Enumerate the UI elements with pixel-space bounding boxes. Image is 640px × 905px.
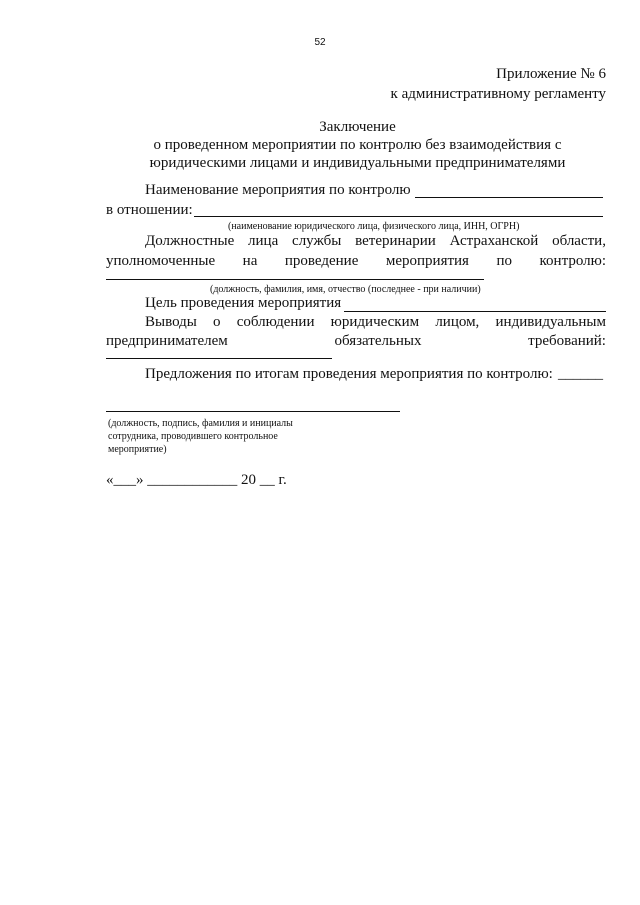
date-year-prefix: 20 [241,472,256,488]
conclusions-word: юридическим [330,314,420,330]
document-subtitle-line1: о проведенном мероприятии по контролю без взаимодействия с [153,137,562,153]
date-month-blank: ____________ [147,472,238,488]
regarding-blank [194,216,603,217]
proposals-blank: ______ [558,366,603,382]
officials-word: Астраханской [449,233,539,249]
purpose-blank [344,311,606,312]
proposals-label: Предложения по итогам проведения мероприятия по контролю: [145,366,553,382]
event-name-blank [415,197,603,198]
document-subtitle-line2: юридическими лицами и индивидуальными предпринимателями [149,155,566,171]
appendix-number: Приложение № 6 [496,66,606,82]
conclusions-word: индивидуальным [495,314,606,330]
officials-word: по [496,253,513,269]
date-close-quote: » [136,472,144,488]
appendix-reference: к административному регламенту [390,86,606,102]
date-line [106,472,287,489]
appendix-header [391,64,606,104]
signature-blank [106,411,400,412]
officials-word: Должностные [145,233,235,249]
officials-word: на [242,253,258,269]
officials-word: контролю: [539,253,606,269]
regarding-label: в отношении: [106,202,193,218]
document-title: Заключение [319,119,396,135]
conclusions-word: Выводы [145,314,197,330]
regarding-hint: (наименование юридического лица, физического лица, ИНН, ОГРН) [228,221,520,232]
date-year-suffix: г. [278,472,287,488]
conclusions-word: обязательных [334,333,422,349]
conclusions-word: о [213,314,221,330]
conclusions-line1 [145,314,606,331]
conclusions-word: предпринимателем [106,333,228,349]
conclusions-word: соблюдении [236,314,315,330]
date-day-blank: ___ [113,472,136,488]
officials-line1 [145,233,606,250]
purpose-label: Цель проведения мероприятия [145,295,342,311]
officials-word: лица [248,233,279,249]
officials-word: мероприятия [385,253,469,269]
conclusions-blank [106,358,332,359]
officials-word: области, [552,233,606,249]
conclusions-word: требований: [528,333,606,349]
date-open-quote: « [106,472,114,488]
officials-blank [106,279,484,280]
signature-caption: (должность, подпись, фамилия и инициалы сотрудника, проводившего контрольное мероприятие) [108,418,293,455]
officials-word: службы [292,233,342,249]
page-number: 52 [314,37,326,48]
conclusions-line2 [106,333,606,350]
conclusions-word: лицом, [435,314,480,330]
officials-word: уполномоченные [106,253,216,269]
officials-line2 [106,253,606,270]
officials-word: ветеринарии [355,233,436,249]
officials-hint: (должность, фамилия, имя, отчество (последнее - при наличии) [210,284,481,295]
date-year-blank: __ [259,472,275,488]
event-name-label: Наименование мероприятия по контролю [145,182,411,198]
officials-word: проведение [284,253,359,269]
